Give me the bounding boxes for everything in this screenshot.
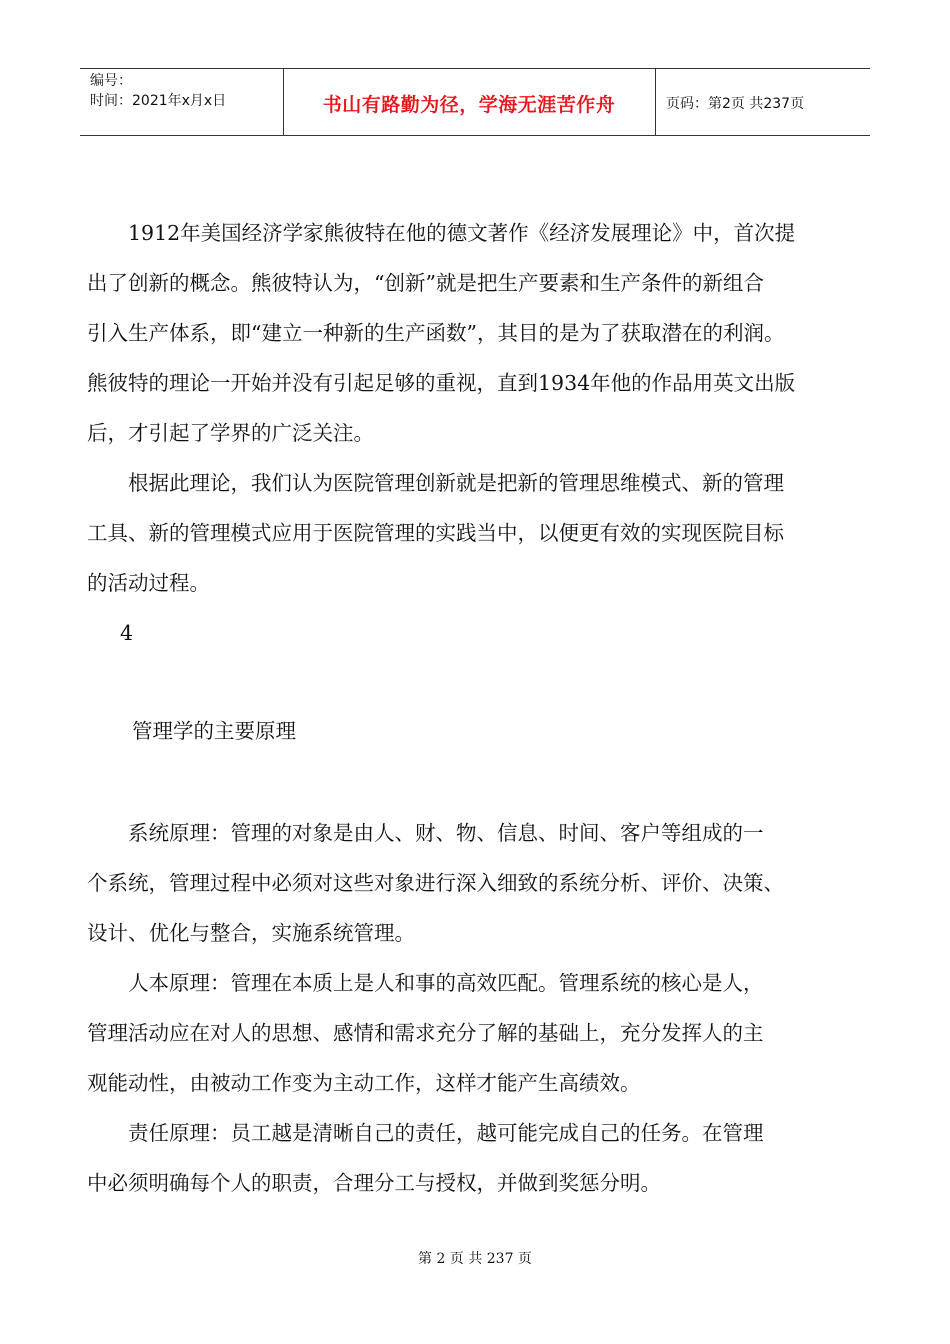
header-motto: 书山有路勤为径，学海无涯苦作舟 [322,93,616,116]
document-number-label: 编号： [90,73,132,89]
text-line: 中必须明确每个人的职责，合理分工与授权，并做到奖惩分明。 [87,1171,661,1195]
text-line: 观能动性，由被动工作变为主动工作，这样才能产生高绩效。 [87,1071,641,1095]
header-meta [90,71,226,111]
header-divider [655,69,656,135]
document-header [80,68,870,136]
text-line: 出了创新的概念。熊彼特认为，“创新”就是把生产要素和生产条件的新组合 [87,271,764,295]
text-line: 根据此理论，我们认为医院管理创新就是把新的管理思维模式、新的管理 [87,471,784,495]
paragraph-schumpeter [87,208,877,458]
section-title: 管理学的主要原理 [132,719,296,743]
text-line: 个系统，管理过程中必须对这些对象进行深入细致的系统分析、评价、决策、 [87,871,784,895]
text-line: 引入生产体系，即“建立一种新的生产函数”，其目的是为了获取潜在的利润。 [87,321,785,345]
text-line: 的活动过程。 [87,571,210,595]
paragraph-hospital-innovation [87,458,877,608]
text-line: 责任原理：员工越是清晰自己的责任，越可能完成自己的任务。在管理 [87,1121,764,1145]
document-time-label: 时间：2021年x月x日 [90,93,227,109]
text-line: 1912年美国经济学家熊彼特在他的德文著作《经济发展理论》中，首次提 [87,221,796,245]
text-line: 设计、优化与整合，实施系统管理。 [87,921,415,945]
paragraph-responsibility-principle [87,1108,877,1208]
page-footer: 第 2 页 共 237 页 [418,1251,532,1267]
text-line: 工具、新的管理模式应用于医院管理的实践当中，以便更有效的实现医院目标 [87,521,784,545]
text-line: 系统原理：管理的对象是由人、财、物、信息、时间、客户等组成的一 [87,821,764,845]
text-line: 熊彼特的理论一开始并没有引起足够的重视，直到1934年他的作品用英文出版 [87,371,796,395]
section-number: 4 [120,621,134,645]
paragraph-system-principle [87,808,877,958]
paragraph-human-principle [87,958,877,1108]
text-line: 人本原理：管理在本质上是人和事的高效匹配。管理系统的核心是人， [87,971,764,995]
header-page-info: 页码：第2页 共237页 [666,96,805,112]
text-line: 后，才引起了学界的广泛关注。 [87,421,374,445]
text-line: 管理活动应在对人的思想、感情和需求充分了解的基础上，充分发挥人的主 [87,1021,764,1045]
